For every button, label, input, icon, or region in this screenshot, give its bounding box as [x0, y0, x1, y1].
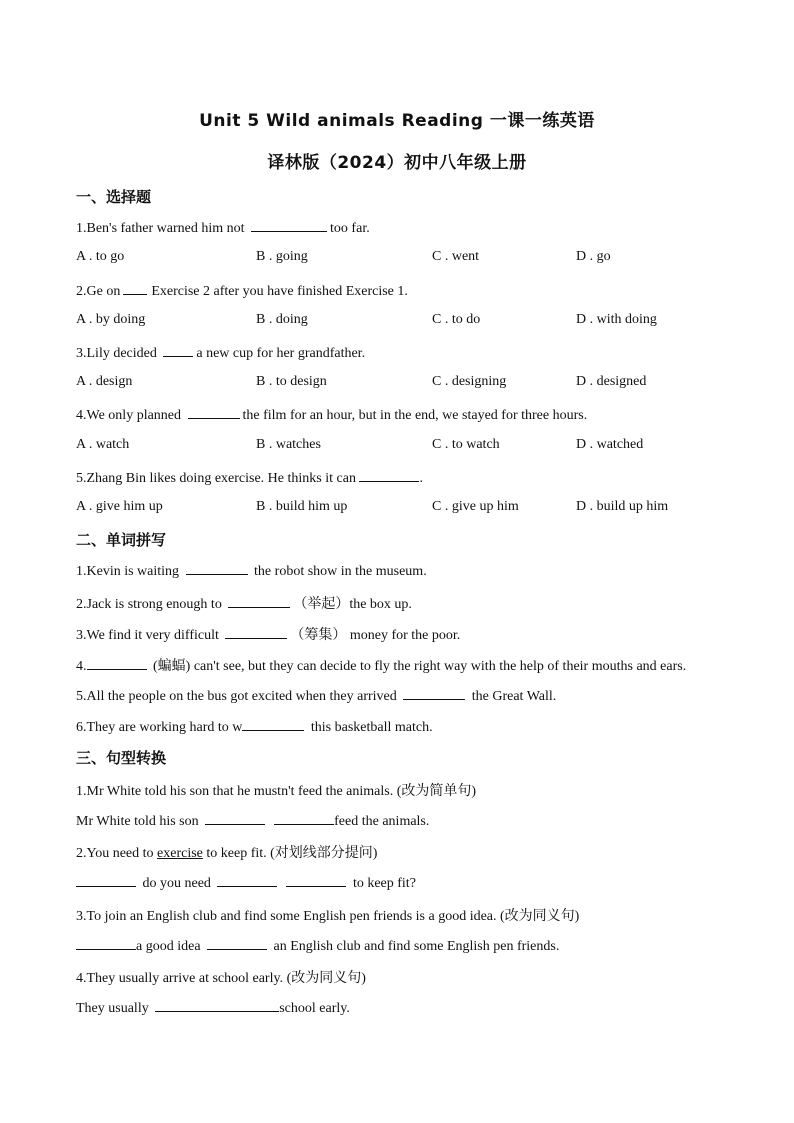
- option-a[interactable]: A . design: [76, 374, 133, 389]
- transform-answer-3: [76, 936, 559, 955]
- question-text: 1.Kevin is waiting: [76, 564, 183, 579]
- question-text: 5.Zhang Bin likes doing exercise. He thinks it can: [76, 471, 360, 486]
- answer-blank[interactable]: [274, 811, 334, 825]
- spelling-question-5: [76, 686, 556, 705]
- option-c[interactable]: C . to watch: [432, 437, 500, 452]
- answer-blank[interactable]: [242, 717, 304, 731]
- question-text: this basketball match.: [307, 720, 433, 735]
- option-c[interactable]: C . designing: [432, 374, 507, 389]
- transform-question-2: [76, 842, 377, 862]
- answer-text: an English club and find some English pen friends.: [270, 939, 560, 954]
- section-heading-transform: 三、句型转换: [76, 749, 167, 767]
- question-1: [76, 218, 370, 237]
- question-4: [76, 405, 587, 424]
- question-text: 2.Ge on: [76, 284, 121, 299]
- answer-blank[interactable]: [76, 873, 136, 887]
- answer-text: feed the animals.: [334, 814, 430, 829]
- option-a[interactable]: A . give him up: [76, 499, 163, 514]
- question-text: （举起）the box up.: [293, 597, 412, 612]
- option-b[interactable]: B . going: [256, 249, 308, 264]
- option-a[interactable]: A . by doing: [76, 312, 146, 327]
- option-d[interactable]: D . watched: [576, 437, 644, 452]
- answer-text: They usually: [76, 1001, 153, 1016]
- option-c[interactable]: C . give up him: [432, 499, 519, 514]
- answer-blank[interactable]: [225, 625, 287, 639]
- question-text: to keep fit. (对划线部分提问): [202, 846, 378, 861]
- question-text: 6.They are working hard to w: [76, 720, 243, 735]
- transform-answer-2: [76, 873, 416, 892]
- section-heading-choice: 一、选择题: [76, 188, 152, 206]
- question-text: the Great Wall.: [468, 689, 557, 704]
- option-c[interactable]: C . went: [432, 249, 480, 264]
- answer-blank[interactable]: [228, 594, 290, 608]
- answer-text: to keep fit?: [349, 876, 416, 891]
- option-d[interactable]: D . go: [576, 249, 611, 264]
- question-text: 3.We find it very difficult: [76, 628, 223, 643]
- option-d[interactable]: D . build up him: [576, 499, 669, 514]
- transform-question-1: 1.Mr White told his son that he mustn't feed the animals. (改为简单句): [76, 784, 477, 799]
- option-b[interactable]: B . to design: [256, 374, 327, 389]
- option-a[interactable]: A . to go: [76, 249, 125, 264]
- question-text: 3.Lily decided: [76, 346, 161, 361]
- answer-text: a good idea: [136, 939, 205, 954]
- answer-blank[interactable]: [123, 281, 147, 295]
- question-text: (蝙蝠) can't see, but they can decide to fly the right way with the help of their mouths and ears.: [149, 659, 687, 674]
- question-text: （筹集） money for the poor.: [290, 628, 461, 643]
- spelling-question-2: [76, 593, 412, 613]
- spelling-question-6: [76, 717, 433, 736]
- answer-blank[interactable]: [163, 343, 193, 357]
- question-text: 5.All the people on the bus got excited when they arrived: [76, 689, 401, 704]
- option-a[interactable]: A . watch: [76, 437, 130, 452]
- answer-text: school early.: [279, 1001, 350, 1016]
- transform-answer-1: [76, 811, 429, 830]
- question-text: 1.Ben's father warned him not: [76, 221, 249, 236]
- option-d[interactable]: D . with doing: [576, 312, 657, 327]
- question-text: Exercise 2 after you have finished Exercise 1.: [151, 284, 408, 299]
- question-text: a new cup for her grandfather.: [196, 346, 366, 361]
- transform-answer-4: [76, 998, 350, 1017]
- question-text: 2.You need to: [76, 846, 158, 861]
- transform-question-4: 4.They usually arrive at school early. (改为同义句): [76, 971, 366, 986]
- answer-text: do you need: [139, 876, 215, 891]
- spelling-question-3: [76, 624, 460, 644]
- answer-blank[interactable]: [155, 998, 279, 1012]
- option-b[interactable]: B . doing: [256, 312, 308, 327]
- question-text: .: [419, 471, 423, 486]
- answer-blank[interactable]: [186, 561, 248, 575]
- question-2: [76, 281, 408, 300]
- answer-blank[interactable]: [359, 468, 419, 482]
- section-heading-spelling: 二、单词拼写: [76, 531, 167, 549]
- answer-text: Mr White told his son: [76, 814, 203, 829]
- question-text: 4.: [76, 659, 87, 674]
- question-text: the robot show in the museum.: [250, 564, 427, 579]
- answer-blank[interactable]: [286, 873, 346, 887]
- question-3: [76, 343, 365, 362]
- option-b[interactable]: B . watches: [256, 437, 321, 452]
- answer-blank[interactable]: [188, 405, 240, 419]
- underlined-word: exercise: [157, 846, 203, 861]
- answer-blank[interactable]: [251, 218, 327, 232]
- option-d[interactable]: D . designed: [576, 374, 647, 389]
- spelling-question-1: [76, 561, 427, 580]
- answer-blank[interactable]: [76, 936, 136, 950]
- option-c[interactable]: C . to do: [432, 312, 481, 327]
- question-text: 4.We only planned: [76, 408, 185, 423]
- document-subtitle: 译林版（2024）初中八年级上册: [267, 153, 527, 173]
- answer-blank[interactable]: [207, 936, 267, 950]
- spelling-question-4: [76, 655, 686, 675]
- question-5: [76, 468, 423, 487]
- document-title: Unit 5 Wild animals Reading 一课一练英语: [199, 111, 595, 131]
- answer-blank[interactable]: [205, 811, 265, 825]
- answer-blank[interactable]: [87, 656, 147, 670]
- option-b[interactable]: B . build him up: [256, 499, 348, 514]
- answer-blank[interactable]: [403, 686, 465, 700]
- transform-question-3: 3.To join an English club and find some English pen friends is a good idea. (改为同义句): [76, 909, 580, 924]
- question-text: the film for an hour, but in the end, we stayed for three hours.: [242, 408, 588, 423]
- question-text: 2.Jack is strong enough to: [76, 597, 226, 612]
- answer-blank[interactable]: [217, 873, 277, 887]
- question-text: too far.: [330, 221, 370, 236]
